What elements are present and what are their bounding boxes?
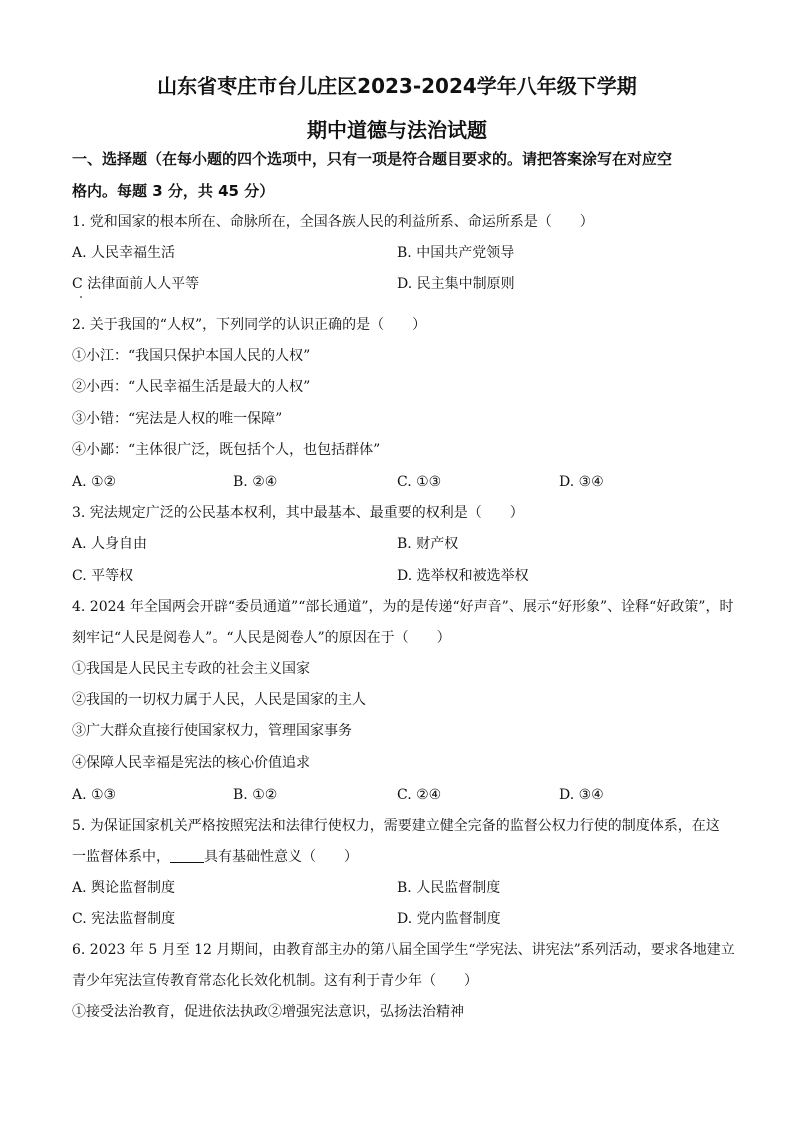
question-4-option-d: D. ③④ [559, 787, 604, 803]
question-6-statements: ①接受法治教育，促进依法执政②增强宪法意识，弘扬法治精神 [72, 1004, 464, 1020]
question-4-statement-3: ③广大群众直接行使国家权力，管理国家事务 [72, 723, 352, 739]
question-2-statement-1: ①小江：“我国只保护本国人民的人权” [72, 348, 311, 364]
answer-blank [170, 848, 204, 863]
question-1-stem: 1. 党和国家的根本所在、命脉所在，全国各族人民的利益所系、命运所系是（ ） [72, 214, 594, 230]
question-5-option-d: D. 党内监督制度 [397, 911, 501, 927]
question-2-stem: 2. 关于我国的“人权”，下列同学的认识正确的是（ ） [72, 317, 427, 333]
question-5-option-c: C. 宪法监督制度 [72, 911, 176, 927]
question-5-option-b: B. 人民监督制度 [397, 880, 501, 896]
question-3-stem: 3. 宪法规定广泛的公民基本权利，其中最基本、最重要的权利是（ ） [72, 505, 524, 521]
document-title-line1: 山东省枣庄市台儿庄区2023-2024学年八年级下学期 [157, 74, 637, 98]
question-1-option-c: C 法律面前人人平等 [72, 276, 200, 292]
question-6-stem-line2: 青少年宪法宣传教育常态化长效化机制。这有利于青少年（ ） [72, 973, 478, 989]
question-2-option-a: A. ①② [72, 474, 117, 490]
question-5-stem-line1: 5. 为保证国家机关严格按照宪法和法律行使权力，需要建立健全完备的监督公权力行使的制度体系，在这 [72, 818, 720, 834]
question-4-option-b: B. ①② [233, 787, 278, 803]
question-4-statement-4: ④保障人民幸福是宪法的核心价值追求 [72, 755, 310, 771]
question-4-stem-line2: 刻牢记“人民是阅卷人”。“人民是阅卷人”的原因在于（ ） [72, 630, 451, 646]
question-4-stem-line1: 4. 2024 年全国两会开辟“委员通道”“部长通道”，为的是传递“好声音”、展示“好形象”、诠释“好政策”，时 [72, 599, 734, 615]
question-3-option-d: D. 选举权和被选举权 [397, 568, 529, 584]
question-4-statement-2: ②我国的一切权力属于人民，人民是国家的主人 [72, 692, 366, 708]
question-2-statement-2: ②小西：“人民幸福生活是最大的人权” [72, 379, 311, 395]
question-5-stem-prefix: 一监督体系中， [72, 849, 170, 865]
question-5-option-a: A. 舆论监督制度 [72, 880, 176, 896]
scan-speck [80, 296, 82, 298]
question-3-option-b: B. 财产权 [397, 536, 459, 552]
question-1-option-a: A. 人民幸福生活 [72, 245, 176, 261]
question-3-option-c: C. 平等权 [72, 568, 134, 584]
question-1-option-b: B. 中国共产党领导 [397, 245, 515, 261]
question-4-statement-1: ①我国是人民民主专政的社会主义国家 [72, 661, 310, 677]
question-3-option-a: A. 人身自由 [72, 536, 148, 552]
question-6-stem-line1: 6. 2023 年 5 月至 12 月期间，由教育部主办的第八届全国学生“学宪法、讲宪法”系列活动，要求各地建立 [72, 942, 735, 958]
question-4-option-a: A. ①③ [72, 787, 117, 803]
question-1-option-d: D. 民主集中制原则 [397, 276, 515, 292]
question-2-option-d: D. ③④ [559, 474, 604, 490]
question-2-option-b: B. ②④ [233, 474, 278, 490]
question-5-stem-line2 [72, 848, 358, 866]
question-5-stem-suffix: 具有基础性意义（ ） [204, 849, 358, 865]
section-heading-line1: 一、选择题（在每小题的四个选项中，只有一项是符合题目要求的。请把答案涂写在对应空 [72, 150, 673, 168]
section-heading-line2: 格内。每题 3 分，共 45 分） [72, 182, 275, 200]
question-2-statement-4: ④小鄙：“主体很广泛，既包括个人，也包括群体” [72, 442, 381, 458]
question-4-option-c: C. ②④ [397, 787, 442, 803]
question-2-statement-3: ③小错：“宪法是人权的唯一保障” [72, 411, 283, 427]
document-title-line2: 期中道德与法治试题 [307, 118, 487, 142]
question-2-option-c: C. ①③ [397, 474, 442, 490]
